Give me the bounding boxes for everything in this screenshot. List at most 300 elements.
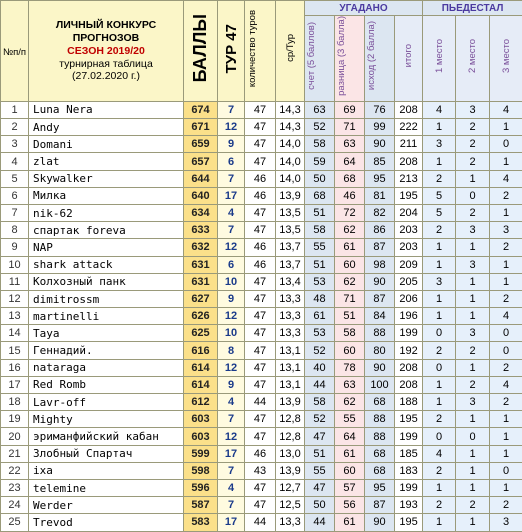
diff-guessed-value: 72 — [335, 204, 365, 221]
table-row — [1, 273, 522, 290]
points-value: 674 — [184, 101, 218, 118]
points-value: 631 — [184, 256, 218, 273]
table-row — [1, 204, 522, 221]
tours-count-value: 47 — [245, 290, 276, 307]
tour-points-value: 9 — [218, 136, 245, 153]
avg-per-tour-value: 14,3 — [276, 101, 305, 118]
points-value: 632 — [184, 239, 218, 256]
table-row — [1, 514, 522, 531]
place1-count: 3 — [423, 273, 456, 290]
score-guessed-value: 47 — [305, 479, 335, 496]
col-tour-header: ТУР 47 — [218, 1, 245, 102]
tours-count-value: 47 — [245, 428, 276, 445]
diff-guessed-value: 46 — [335, 187, 365, 204]
col-avg-header: ср/Тур — [276, 1, 305, 102]
participant-name: эриманфийский кабан — [29, 428, 184, 445]
place1-count: 2 — [423, 411, 456, 428]
participant-name: nataraga — [29, 359, 184, 376]
diff-guessed-value: 63 — [335, 136, 365, 153]
tours-count-value: 46 — [245, 239, 276, 256]
table-header — [1, 1, 522, 102]
place3-count: 4 — [490, 308, 522, 325]
row-rank: 10 — [1, 256, 29, 273]
avg-per-tour-value: 13,3 — [276, 290, 305, 307]
subtitle-line-2: (27.02.2020 г.) — [29, 70, 183, 82]
tour-points-value: 17 — [218, 187, 245, 204]
score-guessed-value: 59 — [305, 153, 335, 170]
place1-count: 2 — [423, 170, 456, 187]
total-guessed-value: 203 — [395, 239, 423, 256]
row-rank: 11 — [1, 273, 29, 290]
participant-name: Andy — [29, 119, 184, 136]
table-row — [1, 170, 522, 187]
outcome-guessed-value: 87 — [365, 497, 395, 514]
table-row — [1, 445, 522, 462]
points-value: 616 — [184, 342, 218, 359]
diff-guessed-value: 58 — [335, 325, 365, 342]
row-rank: 17 — [1, 376, 29, 393]
place1-count: 1 — [423, 394, 456, 411]
place2-count: 1 — [456, 273, 490, 290]
diff-guessed-value: 62 — [335, 273, 365, 290]
diff-guessed-value: 60 — [335, 256, 365, 273]
row-rank: 5 — [1, 170, 29, 187]
total-guessed-value: 208 — [395, 376, 423, 393]
score-guessed-value: 44 — [305, 376, 335, 393]
row-rank: 16 — [1, 359, 29, 376]
tour-points-value: 17 — [218, 514, 245, 531]
row-rank: 4 — [1, 153, 29, 170]
total-guessed-value: 205 — [395, 273, 423, 290]
total-guessed-value: 211 — [395, 136, 423, 153]
place2-count: 2 — [456, 136, 490, 153]
place1-count: 1 — [423, 514, 456, 531]
place1-count: 1 — [423, 153, 456, 170]
total-guessed-value: 199 — [395, 479, 423, 496]
place2-count: 3 — [456, 394, 490, 411]
total-guessed-value: 199 — [395, 428, 423, 445]
diff-guessed-value: 64 — [335, 153, 365, 170]
table-row — [1, 411, 522, 428]
place2-count: 1 — [456, 308, 490, 325]
tours-count-value: 47 — [245, 325, 276, 342]
participant-name: ixa — [29, 462, 184, 479]
avg-per-tour-value: 13,9 — [276, 187, 305, 204]
place3-count: 2 — [490, 497, 522, 514]
tours-count-value: 47 — [245, 204, 276, 221]
total-guessed-value: 199 — [395, 325, 423, 342]
outcome-guessed-value: 68 — [365, 462, 395, 479]
place3-count: 2 — [490, 187, 522, 204]
tours-count-value: 47 — [245, 222, 276, 239]
place3-count: 1 — [490, 204, 522, 221]
col-diff-header: разница (3 балла) — [335, 16, 365, 102]
participant-name: nik-62 — [29, 204, 184, 221]
points-value: 640 — [184, 187, 218, 204]
tour-points-value: 7 — [218, 222, 245, 239]
total-guessed-value: 206 — [395, 290, 423, 307]
avg-per-tour-value: 13,1 — [276, 376, 305, 393]
tour-points-value: 8 — [218, 342, 245, 359]
tour-points-value: 12 — [218, 119, 245, 136]
diff-guessed-value: 61 — [335, 514, 365, 531]
avg-per-tour-value: 14,0 — [276, 170, 305, 187]
row-rank: 23 — [1, 479, 29, 496]
place2-count: 3 — [456, 222, 490, 239]
score-guessed-value: 48 — [305, 290, 335, 307]
tours-count-value: 47 — [245, 342, 276, 359]
place2-count: 1 — [456, 445, 490, 462]
participant-name: Геннадий. — [29, 342, 184, 359]
diff-guessed-value: 62 — [335, 394, 365, 411]
total-guessed-value: 208 — [395, 359, 423, 376]
total-guessed-value: 195 — [395, 187, 423, 204]
place2-count: 2 — [456, 342, 490, 359]
tour-points-value: 7 — [218, 462, 245, 479]
diff-guessed-value: 57 — [335, 479, 365, 496]
outcome-guessed-value: 87 — [365, 290, 395, 307]
total-guessed-value: 209 — [395, 256, 423, 273]
score-guessed-value: 53 — [305, 273, 335, 290]
place2-count: 1 — [456, 170, 490, 187]
place1-count: 4 — [423, 445, 456, 462]
place3-count: 1 — [490, 479, 522, 496]
avg-per-tour-value: 14,3 — [276, 119, 305, 136]
place2-count: 2 — [456, 376, 490, 393]
avg-per-tour-value: 13,1 — [276, 359, 305, 376]
group-podium-header: ПЬЕДЕСТАЛ — [423, 1, 522, 16]
points-value: 633 — [184, 222, 218, 239]
place2-count: 1 — [456, 514, 490, 531]
diff-guessed-value: 56 — [335, 497, 365, 514]
points-value: 627 — [184, 290, 218, 307]
outcome-guessed-value: 88 — [365, 411, 395, 428]
tours-count-value: 47 — [245, 308, 276, 325]
points-value: 614 — [184, 376, 218, 393]
table-row — [1, 256, 522, 273]
outcome-guessed-value: 80 — [365, 342, 395, 359]
title-line-2: ПРОГНОЗОВ — [29, 32, 183, 45]
outcome-guessed-value: 86 — [365, 222, 395, 239]
participant-name: Taya — [29, 325, 184, 342]
avg-per-tour-value: 14,0 — [276, 153, 305, 170]
tours-count-value: 47 — [245, 153, 276, 170]
outcome-guessed-value: 82 — [365, 204, 395, 221]
score-guessed-value: 53 — [305, 325, 335, 342]
score-guessed-value: 58 — [305, 136, 335, 153]
participant-name: Red Romb — [29, 376, 184, 393]
diff-guessed-value: 63 — [335, 376, 365, 393]
table-row — [1, 222, 522, 239]
score-guessed-value: 51 — [305, 256, 335, 273]
diff-guessed-value: 55 — [335, 411, 365, 428]
total-guessed-value: 195 — [395, 514, 423, 531]
col-score-header: счет (5 баллов) — [305, 16, 335, 102]
place3-count: 0 — [490, 325, 522, 342]
outcome-guessed-value: 90 — [365, 136, 395, 153]
place3-count: 0 — [490, 462, 522, 479]
total-guessed-value: 188 — [395, 394, 423, 411]
diff-guessed-value: 61 — [335, 445, 365, 462]
place3-count: 4 — [490, 170, 522, 187]
score-guessed-value: 51 — [305, 204, 335, 221]
participant-name: спартак foreva — [29, 222, 184, 239]
outcome-guessed-value: 87 — [365, 239, 395, 256]
tour-points-value: 9 — [218, 376, 245, 393]
row-rank: 1 — [1, 101, 29, 118]
participant-name: shark attack — [29, 256, 184, 273]
participant-name: Domani — [29, 136, 184, 153]
score-guessed-value: 61 — [305, 308, 335, 325]
place3-count: 4 — [490, 376, 522, 393]
place3-count: 1 — [490, 273, 522, 290]
table-row — [1, 119, 522, 136]
tours-count-value: 47 — [245, 119, 276, 136]
tour-points-value: 7 — [218, 411, 245, 428]
place3-count: 2 — [490, 359, 522, 376]
row-rank: 7 — [1, 204, 29, 221]
participant-name: Luna Nera — [29, 101, 184, 118]
tour-points-value: 10 — [218, 325, 245, 342]
place1-count: 1 — [423, 119, 456, 136]
participant-name: zlat — [29, 153, 184, 170]
place1-count: 5 — [423, 204, 456, 221]
points-value: 596 — [184, 479, 218, 496]
place3-count: 1 — [490, 256, 522, 273]
avg-per-tour-value: 13,0 — [276, 445, 305, 462]
col-points-header: БАЛЛЫ — [184, 1, 218, 102]
avg-per-tour-value: 12,5 — [276, 497, 305, 514]
tour-points-value: 12 — [218, 428, 245, 445]
place2-count: 1 — [456, 359, 490, 376]
tours-count-value: 47 — [245, 497, 276, 514]
score-guessed-value: 52 — [305, 119, 335, 136]
diff-guessed-value: 69 — [335, 101, 365, 118]
score-guessed-value: 40 — [305, 359, 335, 376]
outcome-guessed-value: 85 — [365, 153, 395, 170]
tour-points-value: 12 — [218, 308, 245, 325]
points-value: 599 — [184, 445, 218, 462]
table-body — [1, 101, 522, 531]
tour-points-value: 9 — [218, 290, 245, 307]
row-rank: 8 — [1, 222, 29, 239]
place3-count: 0 — [490, 136, 522, 153]
row-rank: 2 — [1, 119, 29, 136]
points-value: 634 — [184, 204, 218, 221]
place3-count: 4 — [490, 101, 522, 118]
tour-points-value: 7 — [218, 497, 245, 514]
col-place1-header: 1 место — [423, 16, 456, 102]
diff-guessed-value: 71 — [335, 290, 365, 307]
table-row — [1, 342, 522, 359]
row-rank: 14 — [1, 325, 29, 342]
table-row — [1, 239, 522, 256]
col-no-header: №п/п — [1, 1, 29, 102]
row-rank: 9 — [1, 239, 29, 256]
score-guessed-value: 58 — [305, 394, 335, 411]
table-row — [1, 290, 522, 307]
place2-count: 1 — [456, 411, 490, 428]
avg-per-tour-value: 13,3 — [276, 514, 305, 531]
tour-points-value: 10 — [218, 273, 245, 290]
row-rank: 13 — [1, 308, 29, 325]
total-guessed-value: 192 — [395, 342, 423, 359]
total-guessed-value: 185 — [395, 445, 423, 462]
tour-points-value: 4 — [218, 204, 245, 221]
table-row — [1, 462, 522, 479]
table-row — [1, 479, 522, 496]
diff-guessed-value: 62 — [335, 222, 365, 239]
total-guessed-value: 196 — [395, 308, 423, 325]
col-place3-header: 3 место — [490, 16, 522, 102]
place1-count: 3 — [423, 136, 456, 153]
score-guessed-value: 55 — [305, 239, 335, 256]
row-rank: 12 — [1, 290, 29, 307]
place1-count: 2 — [423, 342, 456, 359]
place1-count: 1 — [423, 479, 456, 496]
outcome-guessed-value: 84 — [365, 308, 395, 325]
avg-per-tour-value: 13,1 — [276, 342, 305, 359]
table-row — [1, 101, 522, 118]
outcome-guessed-value: 90 — [365, 514, 395, 531]
participant-name: Lavr-off — [29, 394, 184, 411]
total-guessed-value: 213 — [395, 170, 423, 187]
place2-count: 3 — [456, 101, 490, 118]
avg-per-tour-value: 13,3 — [276, 308, 305, 325]
score-guessed-value: 52 — [305, 342, 335, 359]
title-line-1: ЛИЧНЫЙ КОНКУРС — [29, 19, 183, 32]
points-value: 657 — [184, 153, 218, 170]
outcome-guessed-value: 68 — [365, 394, 395, 411]
participant-name: Mighty — [29, 411, 184, 428]
avg-per-tour-value: 13,3 — [276, 325, 305, 342]
tour-points-value: 4 — [218, 479, 245, 496]
outcome-guessed-value: 88 — [365, 428, 395, 445]
group-guessed-header: УГАДАНО — [305, 1, 423, 16]
col-total-header: итого — [395, 16, 423, 102]
participant-name: Werder — [29, 497, 184, 514]
diff-guessed-value: 61 — [335, 239, 365, 256]
tours-count-value: 43 — [245, 462, 276, 479]
col-outcome-header: исход (2 балла) — [365, 16, 395, 102]
diff-guessed-value: 64 — [335, 428, 365, 445]
tours-count-value: 47 — [245, 136, 276, 153]
place2-count: 2 — [456, 497, 490, 514]
avg-per-tour-value: 13,5 — [276, 222, 305, 239]
points-value: 659 — [184, 136, 218, 153]
participant-name: NAP — [29, 239, 184, 256]
tours-count-value: 47 — [245, 479, 276, 496]
place3-count: 1 — [490, 445, 522, 462]
tours-count-value: 46 — [245, 445, 276, 462]
points-value: 603 — [184, 411, 218, 428]
row-rank: 18 — [1, 394, 29, 411]
place2-count: 1 — [456, 479, 490, 496]
table-row — [1, 359, 522, 376]
points-value: 631 — [184, 273, 218, 290]
place3-count: 3 — [490, 514, 522, 531]
place2-count: 1 — [456, 239, 490, 256]
score-guessed-value: 52 — [305, 411, 335, 428]
participant-name: Злобный Спартач — [29, 445, 184, 462]
avg-per-tour-value: 13,7 — [276, 239, 305, 256]
avg-per-tour-value: 13,5 — [276, 204, 305, 221]
tours-count-value: 47 — [245, 273, 276, 290]
points-value: 583 — [184, 514, 218, 531]
place2-count: 0 — [456, 428, 490, 445]
outcome-guessed-value: 100 — [365, 376, 395, 393]
participant-name: dimitrossm — [29, 290, 184, 307]
diff-guessed-value: 71 — [335, 119, 365, 136]
place3-count: 0 — [490, 342, 522, 359]
tours-count-value: 46 — [245, 170, 276, 187]
tours-count-value: 47 — [245, 359, 276, 376]
avg-per-tour-value: 13,7 — [276, 256, 305, 273]
table-row — [1, 428, 522, 445]
tour-points-value: 6 — [218, 256, 245, 273]
total-guessed-value: 195 — [395, 411, 423, 428]
place1-count: 2 — [423, 222, 456, 239]
total-guessed-value: 208 — [395, 101, 423, 118]
tours-count-value: 47 — [245, 101, 276, 118]
total-guessed-value: 183 — [395, 462, 423, 479]
place3-count: 1 — [490, 153, 522, 170]
tours-count-value: 46 — [245, 187, 276, 204]
total-guessed-value: 204 — [395, 204, 423, 221]
participant-name: Колхозный панк — [29, 273, 184, 290]
outcome-guessed-value: 68 — [365, 445, 395, 462]
avg-per-tour-value: 13,9 — [276, 394, 305, 411]
diff-guessed-value: 51 — [335, 308, 365, 325]
outcome-guessed-value: 76 — [365, 101, 395, 118]
row-rank: 21 — [1, 445, 29, 462]
row-rank: 20 — [1, 428, 29, 445]
place1-count: 1 — [423, 376, 456, 393]
score-guessed-value: 55 — [305, 462, 335, 479]
place3-count: 2 — [490, 290, 522, 307]
row-rank: 15 — [1, 342, 29, 359]
place1-count: 4 — [423, 101, 456, 118]
score-guessed-value: 47 — [305, 428, 335, 445]
score-guessed-value: 50 — [305, 497, 335, 514]
score-guessed-value: 51 — [305, 445, 335, 462]
points-value: 598 — [184, 462, 218, 479]
subtitle-line-1: турнирная таблица — [29, 58, 183, 70]
outcome-guessed-value: 99 — [365, 119, 395, 136]
points-value: 625 — [184, 325, 218, 342]
outcome-guessed-value: 95 — [365, 170, 395, 187]
tours-count-value: 46 — [245, 256, 276, 273]
outcome-guessed-value: 98 — [365, 256, 395, 273]
avg-per-tour-value: 13,4 — [276, 273, 305, 290]
score-guessed-value: 68 — [305, 187, 335, 204]
place1-count: 2 — [423, 497, 456, 514]
place1-count: 1 — [423, 256, 456, 273]
place3-count: 1 — [490, 428, 522, 445]
place3-count: 3 — [490, 222, 522, 239]
place2-count: 1 — [456, 462, 490, 479]
place2-count: 1 — [456, 290, 490, 307]
avg-per-tour-value: 14,0 — [276, 136, 305, 153]
avg-per-tour-value: 12,7 — [276, 479, 305, 496]
table-row — [1, 308, 522, 325]
tour-points-value: 12 — [218, 359, 245, 376]
place2-count: 0 — [456, 187, 490, 204]
tour-points-value: 12 — [218, 239, 245, 256]
place3-count: 1 — [490, 411, 522, 428]
row-rank: 25 — [1, 514, 29, 531]
tour-points-value: 17 — [218, 445, 245, 462]
